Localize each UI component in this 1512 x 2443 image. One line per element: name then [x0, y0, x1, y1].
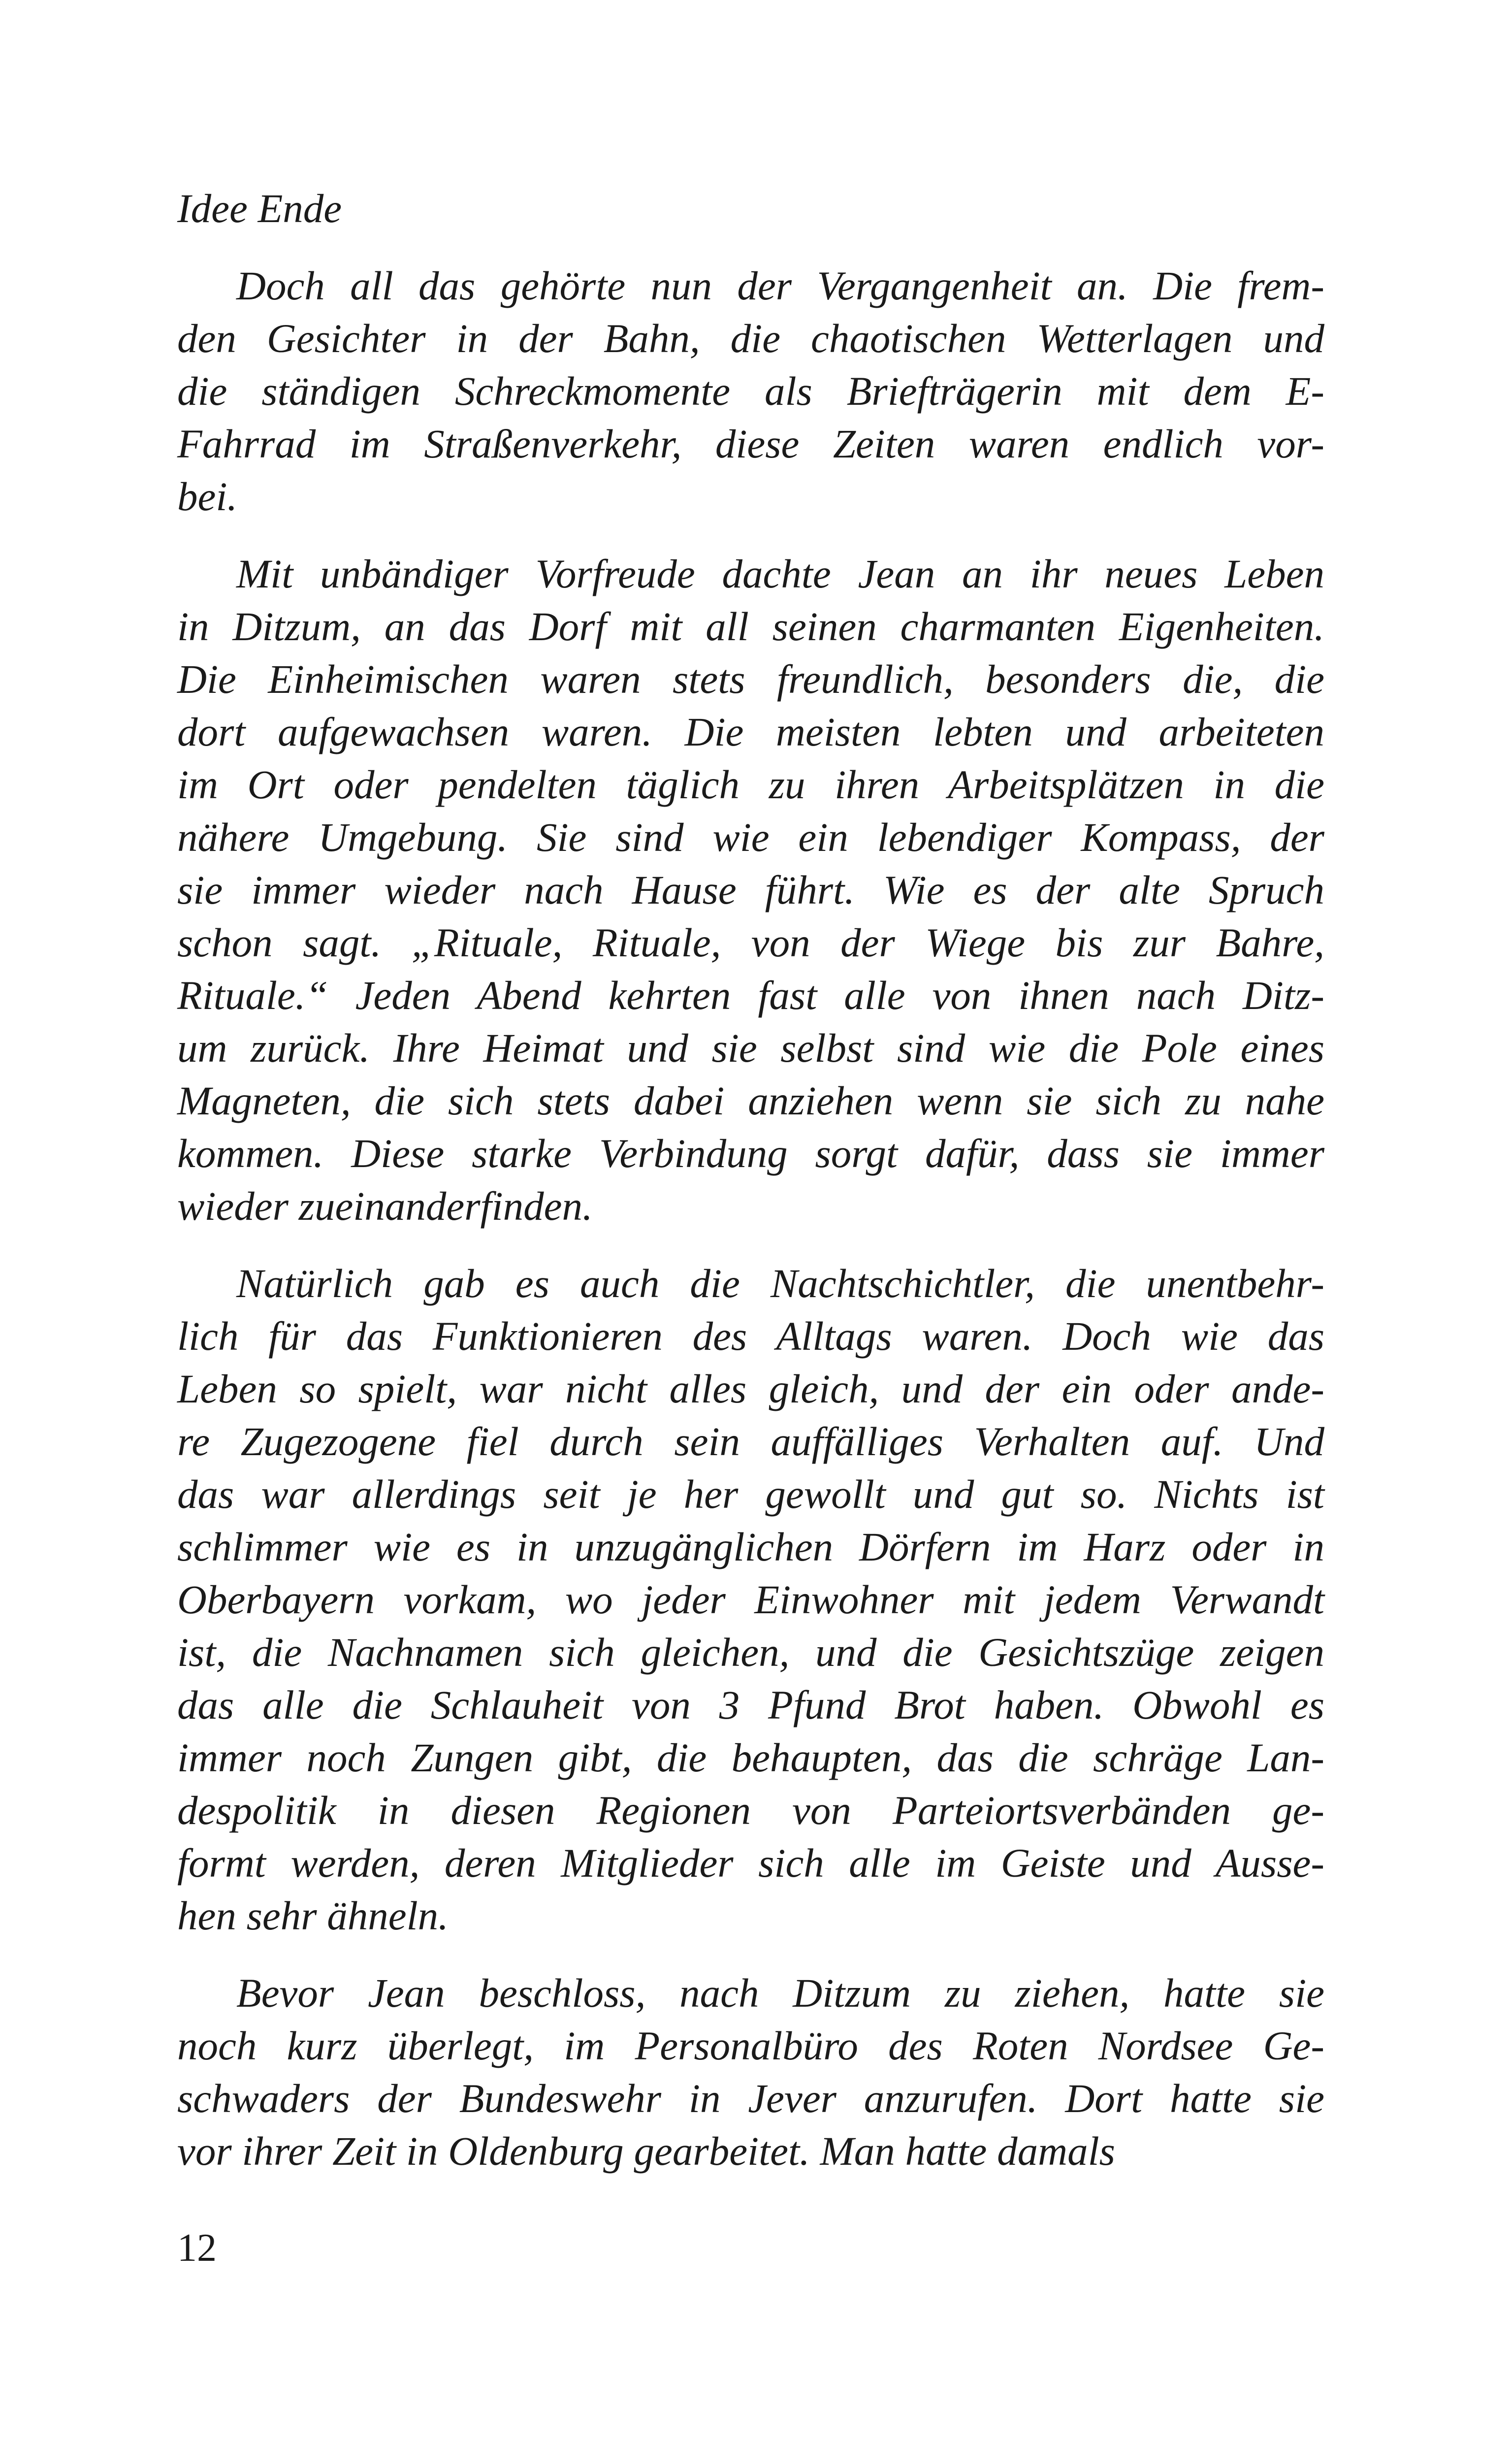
text-line: um zurück. Ihre Heimat und sie selbst sind wie die Pole eines [177, 1025, 1324, 1071]
text-line: Mit unbändiger Vorfreude dachte Jean an ihr neues Leben [236, 551, 1324, 596]
heading-text: Idee Ende [177, 186, 342, 231]
text-line: den Gesichter in der Bahn, die chaotischen Wetterlagen und [177, 316, 1324, 361]
text-line: hen sehr ähneln. [177, 1893, 449, 1938]
text-line: Die Einheimischen waren stets freundlich, besonders die, die [177, 656, 1324, 702]
text-line: Rituale.“ Jeden Abend kehrten fast alle von ihnen nach Ditz- [177, 973, 1324, 1018]
paragraph [177, 1967, 1324, 2178]
text-line: despolitik in diesen Regionen von Parteiortsverbänden ge- [177, 1788, 1324, 1833]
text-line: formt werden, deren Mitglieder sich alle im Geiste und Ausse- [177, 1840, 1324, 1886]
text-line: dort aufgewachsen waren. Die meisten lebten und arbeiteten [177, 709, 1324, 754]
text-line: vor ihrer Zeit in Oldenburg gearbeitet. Man hatte damals [177, 2128, 1115, 2174]
text-line: Natürlich gab es auch die Nachtschichtler, die unentbehr- [236, 1261, 1324, 1306]
paragraph [177, 548, 1324, 1233]
text-line: ist, die Nachnamen sich gleichen, und die Gesichtszüge zeigen [177, 1629, 1324, 1675]
text-line: die ständigen Schreckmomente als Briefträgerin mit dem E- [177, 368, 1324, 414]
text-line: Leben so spielt, war nicht alles gleich, und der ein oder ande- [177, 1366, 1324, 1411]
paragraph [177, 1257, 1324, 1942]
section-heading [177, 182, 1324, 235]
body-text [177, 182, 1324, 2178]
text-line: im Ort oder pendelten täglich zu ihren Arbeitsplätzen in die [177, 762, 1324, 807]
text-line: schlimmer wie es in unzugänglichen Dörfern im Harz oder in [177, 1524, 1324, 1569]
text-line: Oberbayern vorkam, wo jeder Einwohner mit jedem Verwandt [177, 1577, 1324, 1622]
text-line: Magneten, die sich stets dabei anziehen wenn sie sich zu nahe [177, 1078, 1324, 1123]
text-line: re Zugezogene fiel durch sein auffälliges Verhalten auf. Und [177, 1419, 1324, 1464]
text-line: Bevor Jean beschloss, nach Ditzum zu ziehen, hatte sie [236, 1970, 1324, 2016]
text-line: nähere Umgebung. Sie sind wie ein lebendiger Kompass, der [177, 814, 1324, 860]
text-line: kommen. Diese starke Verbindung sorgt dafür, dass sie immer [177, 1131, 1324, 1176]
text-line: das war allerdings seit je her gewollt und gut so. Nichts ist [177, 1471, 1324, 1517]
text-line: immer noch Zungen gibt, die behaupten, das die schräge Lan- [177, 1735, 1324, 1780]
text-line: Fahrrad im Straßenverkehr, diese Zeiten waren endlich vor- [177, 421, 1324, 466]
text-line: bei. [177, 474, 238, 519]
text-line: lich für das Funktionieren des Alltags waren. Doch wie das [177, 1313, 1324, 1359]
text-line: Doch all das gehörte nun der Vergangenheit an. Die frem- [236, 263, 1324, 308]
page-number: 12 [177, 2226, 217, 2270]
text-line: das alle die Schlauheit von 3 Pfund Brot haben. Obwohl es [177, 1682, 1324, 1727]
text-line: sie immer wieder nach Hause führt. Wie es der alte Spruch [177, 867, 1324, 912]
text-line: wieder zueinanderfinden. [177, 1183, 593, 1229]
paragraph [177, 260, 1324, 523]
text-line: noch kurz überlegt, im Personalbüro des Roten Nordsee Ge- [177, 2023, 1324, 2068]
paragraphs [177, 260, 1324, 2178]
text-line: schon sagt. „Rituale, Rituale, von der Wiege bis zur Bahre, [177, 920, 1324, 965]
text-line: schwaders der Bundeswehr in Jever anzurufen. Dort hatte sie [177, 2076, 1324, 2121]
text-line: in Ditzum, an das Dorf mit all seinen charmanten Eigenheiten. [177, 604, 1324, 649]
